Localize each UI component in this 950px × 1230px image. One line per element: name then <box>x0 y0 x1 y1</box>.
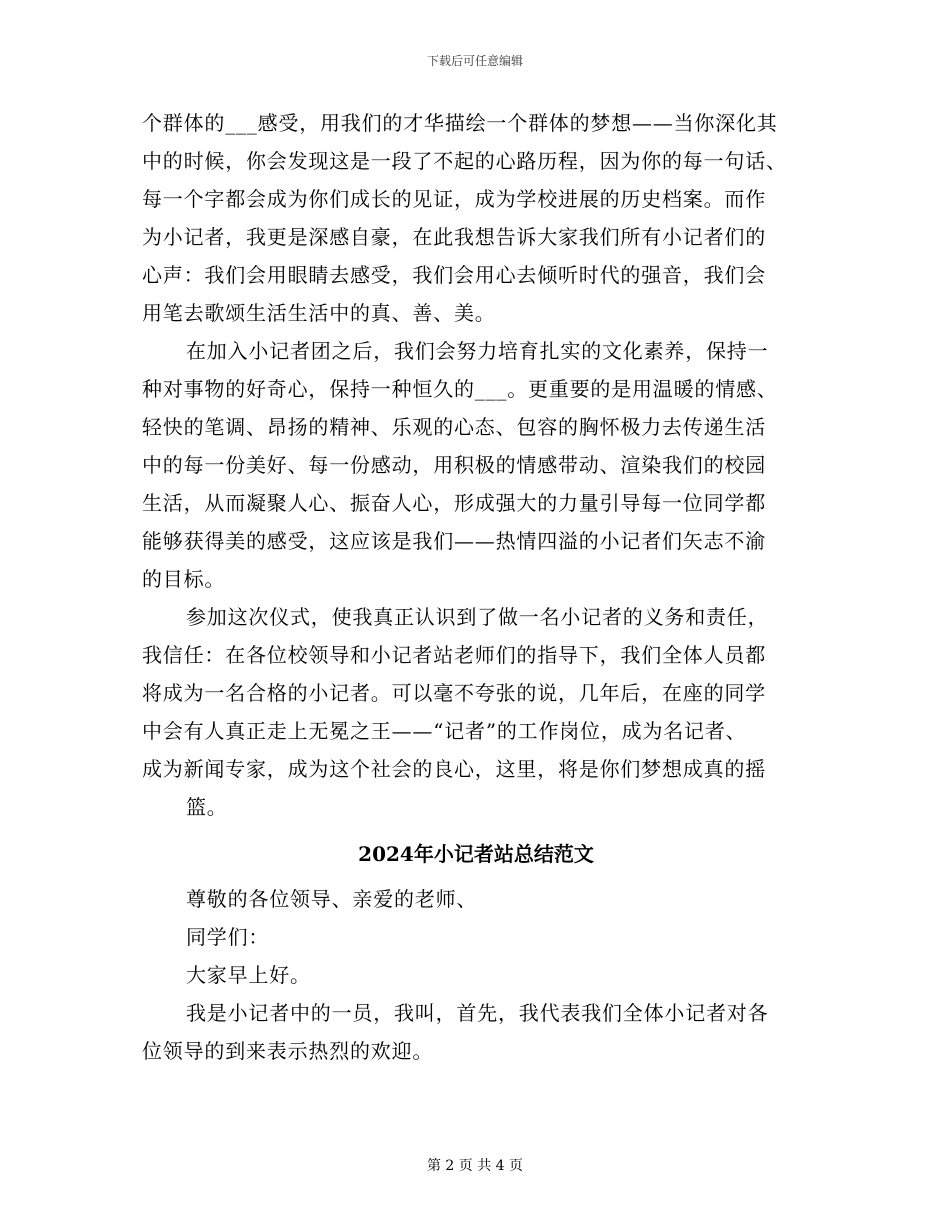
text-line: 参加这次仪式，使我真正认识到了做一名小记者的义务和责任， <box>186 605 769 629</box>
text-line: 轻快的笔调、昂扬的精神、乐观的心态、包容的胸怀极力去传递生活 <box>142 415 766 439</box>
salutation-line: 尊敬的各位领导、亲爱的老师、 <box>186 887 478 911</box>
paragraph-2 <box>142 332 810 598</box>
text-line: 心声：我们会用眼睛去感受，我们会用心去倾听时代的强音，我们会 <box>142 263 766 287</box>
text-line: 个群体的___感受，用我们的才华描绘一个群体的梦想——当你深化其 <box>142 111 778 135</box>
salutation <box>142 880 810 994</box>
text-line: 在加入小记者团之后，我们会努力培育扎实的文化素养，保持一 <box>186 339 769 363</box>
text-line: 将成为一名合格的小记者。可以毫不夸张的说，几年后，在座的同学 <box>142 681 766 705</box>
text-line: 的目标。 <box>142 567 226 591</box>
text-line: 我信任：在各位校领导和小记者站老师们的指导下，我们全体人员都 <box>142 643 766 667</box>
paragraph-3 <box>142 598 810 826</box>
greeting-line: 大家早上好。 <box>186 963 311 987</box>
page-footer: 第 2 页 共 4 页 <box>426 1158 524 1174</box>
text-line: 能够获得美的感受，这应该是我们——热情四溢的小记者们矢志不渝 <box>142 529 766 553</box>
text-line: 中会有人真正走上无冕之王——“记者”的工作岗位，成为名记者、 <box>142 719 747 743</box>
paragraph-1 <box>142 104 810 332</box>
text-line: 中的时候，你会发现这是一段了不起的心路历程，因为你的每一句话、 <box>142 149 787 173</box>
text-line: 用笔去歌颂生活生活中的真、善、美。 <box>142 301 496 325</box>
section-title: 2024年小记者站总结范文 <box>358 842 594 866</box>
salutation-line: 同学们： <box>186 925 270 949</box>
text-line: 为小记者，我更是深感自豪，在此我想告诉大家我们所有小记者们的 <box>142 225 766 249</box>
text-line: 生活，从而凝聚人心、振奋人心，形成强大的力量引导每一位同学都 <box>142 491 766 515</box>
text-line: 我是小记者中的一员，我叫，首先，我代表我们全体小记者对各 <box>186 1001 769 1025</box>
paragraph-4 <box>142 994 810 1070</box>
page-header: 下载后可任意编辑 <box>426 54 523 68</box>
text-line: 中的每一份美好、每一份感动，用积极的情感带动、渲染我们的校园 <box>142 453 766 477</box>
text-line: 篮。 <box>186 795 228 819</box>
document-body <box>142 104 810 1070</box>
text-line: 成为新闻专家，成为这个社会的良心，这里，将是你们梦想成真的摇 <box>142 757 766 781</box>
text-line: 种对事物的好奇心，保持一种恒久的___。更重要的是用温暖的情感、 <box>142 377 778 401</box>
text-line: 位领导的到来表示热烈的欢迎。 <box>142 1039 434 1063</box>
text-line: 每一个字都会成为你们成长的见证，成为学校进展的历史档案。而作 <box>142 187 766 211</box>
